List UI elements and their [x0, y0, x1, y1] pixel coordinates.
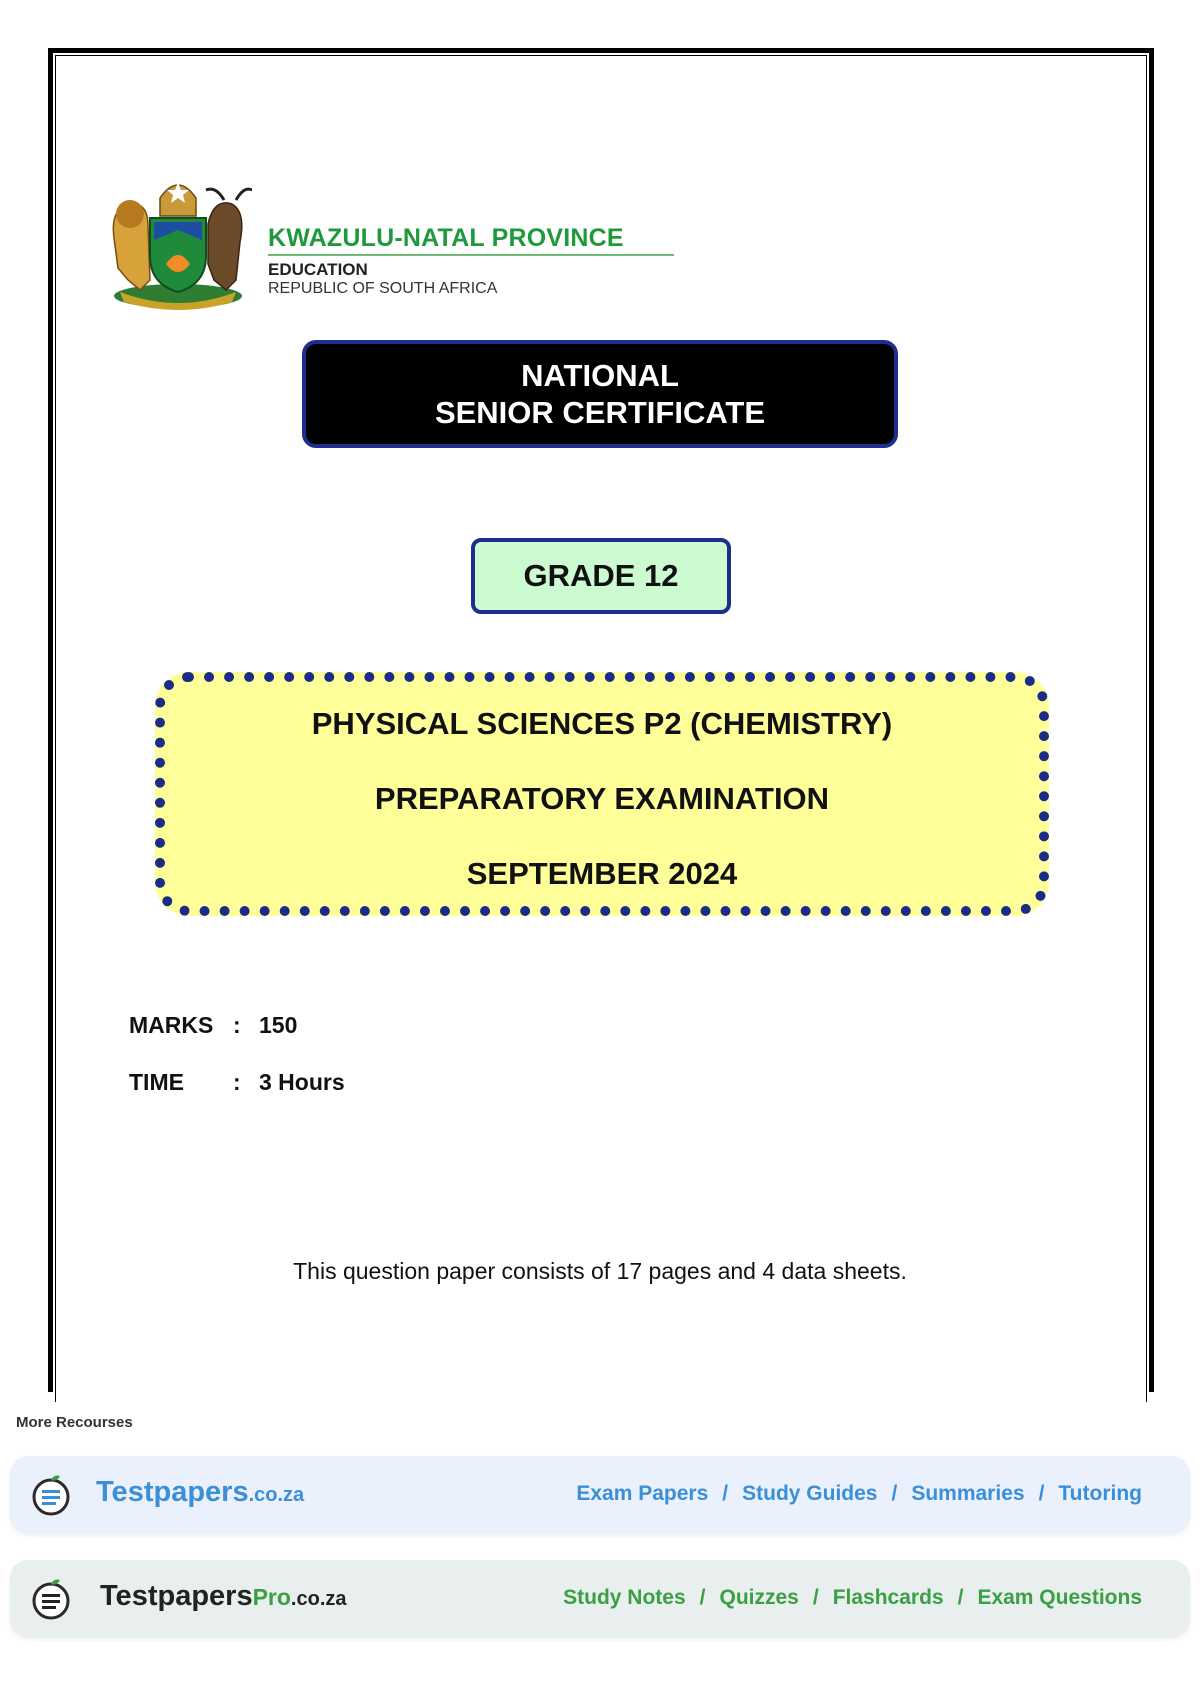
department-name: EDUCATION — [268, 260, 368, 279]
link-separator: / — [1038, 1482, 1045, 1505]
link-exam-papers[interactable]: Exam Papers — [576, 1482, 709, 1505]
marks-row — [129, 1012, 297, 1039]
grade-label: GRADE 12 — [523, 558, 679, 593]
subject-panel — [155, 672, 1049, 916]
certificate-line-2: SENIOR CERTIFICATE — [434, 395, 766, 430]
testpapers-links — [576, 1482, 1142, 1506]
province-name: KWAZULU-NATAL PROVINCE — [268, 224, 624, 252]
grade-badge — [471, 538, 731, 614]
coat-of-arms-crest — [104, 168, 252, 314]
link-tutoring[interactable]: Tutoring — [1058, 1482, 1142, 1505]
brand-domain: .co.za — [248, 1484, 305, 1506]
pages-note: This question paper consists of 17 pages and 4 data sheets. — [293, 1258, 907, 1284]
link-study-notes[interactable]: Study Notes — [563, 1586, 686, 1609]
certificate-line-1: NATIONAL — [521, 358, 679, 393]
province-header — [268, 224, 674, 298]
certificate-banner — [302, 340, 898, 448]
country-name: REPUBLIC OF SOUTH AFRICA — [268, 280, 498, 297]
time-value: 3 Hours — [259, 1069, 345, 1095]
marks-value: 150 — [259, 1012, 298, 1038]
brand-domain: .co.za — [290, 1588, 347, 1610]
link-exam-questions[interactable]: Exam Questions — [977, 1586, 1142, 1609]
marks-label: MARKS — [129, 1012, 214, 1038]
link-quizzes[interactable]: Quizzes — [719, 1586, 799, 1609]
more-resources-label: More Recourses — [16, 1414, 133, 1431]
time-label: TIME — [129, 1069, 184, 1095]
brand-name: Testpapers — [96, 1476, 249, 1508]
testpapers-banner[interactable] — [10, 1456, 1190, 1534]
link-separator: / — [957, 1586, 964, 1609]
link-separator: / — [891, 1482, 898, 1505]
testpapers-logo[interactable] — [96, 1476, 304, 1509]
link-flashcards[interactable]: Flashcards — [832, 1586, 944, 1609]
marks-colon: : — [233, 1012, 241, 1038]
time-colon: : — [233, 1069, 241, 1095]
province-divider — [268, 254, 674, 256]
link-summaries[interactable]: Summaries — [911, 1482, 1025, 1505]
link-separator: / — [722, 1482, 729, 1505]
apple-notes-icon — [30, 1474, 72, 1516]
testpaperspro-logo[interactable] — [100, 1580, 347, 1613]
link-separator: / — [699, 1586, 706, 1609]
time-row — [129, 1069, 345, 1096]
brand-name: Testpapers — [100, 1580, 253, 1612]
link-separator: / — [812, 1586, 819, 1609]
apple-notes-icon — [30, 1578, 72, 1620]
exam-type: PREPARATORY EXAMINATION — [374, 781, 830, 816]
subject-title: PHYSICAL SCIENCES P2 (CHEMISTRY) — [311, 706, 893, 741]
brand-suffix: Pro — [252, 1584, 291, 1610]
exam-date: SEPTEMBER 2024 — [466, 856, 738, 891]
testpaperspro-banner[interactable] — [10, 1560, 1190, 1638]
link-study-guides[interactable]: Study Guides — [742, 1482, 878, 1505]
testpaperspro-links — [563, 1586, 1142, 1610]
